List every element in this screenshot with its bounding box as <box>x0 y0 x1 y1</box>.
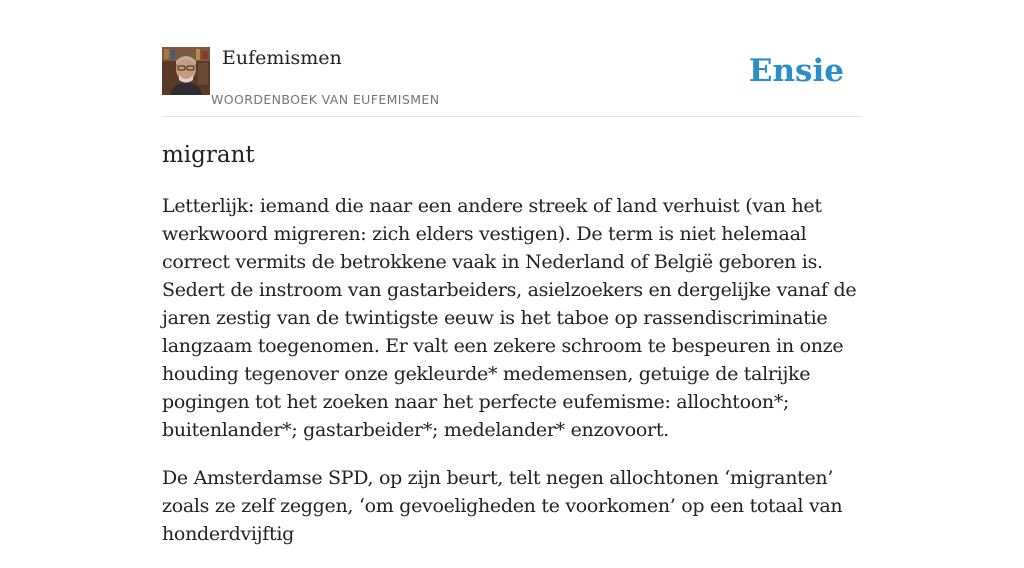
author-photo <box>162 47 210 95</box>
article <box>162 140 862 568</box>
article-paragraph: De Amsterdamse SPD, op zijn beurt, telt negen allochtonen ‘migranten’ zoals ze zelf zeggen, ‘om gevoeligheden te voorkomen’ op een totaal van honderdvijftig <box>162 467 843 545</box>
author-avatar[interactable] <box>162 47 210 95</box>
brand-logo[interactable]: Ensie <box>748 53 844 89</box>
article-paragraph: Letterlijk: iemand die naar een andere streek of land verhuist (van het werkwoord migreren: zich elders vestigen). De term is niet helemaal correct vermits de betrokkene vaak in Nederland of België geboren is. Sedert de instroom van gastarbeiders, asielzoekers en dergelijke vanaf de jaren zestig van de twintigste eeuw is het taboe op rassendiscriminatie langzaam toegenomen. Er valt een zekere schroom te bespeuren in onze houding tegenover onze gekleurde* medemensen, getuige de talrijke pogingen tot het zoeken naar het perfecte eufemisme: allochtoon*; buitenlander*; gastarbeider*; medelander* enzovoort. <box>162 195 857 441</box>
author-name[interactable]: Eufemismen <box>222 47 342 69</box>
article-title: migrant <box>162 142 255 168</box>
publication-name[interactable]: WOORDENBOEK VAN EUFEMISMEN <box>211 92 440 107</box>
page-header <box>162 46 862 117</box>
